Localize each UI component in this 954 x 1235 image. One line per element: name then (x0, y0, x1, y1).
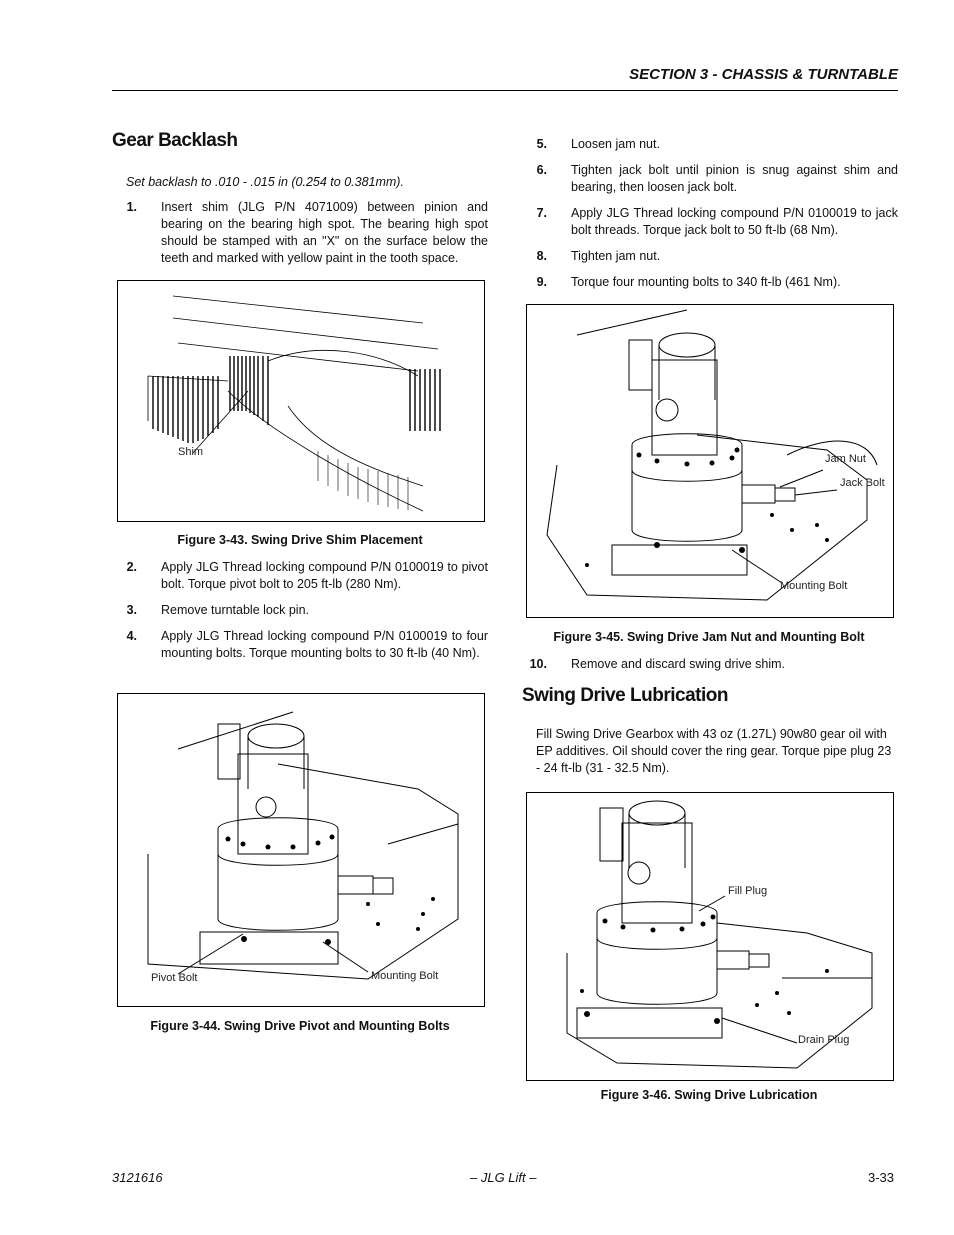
step-4 (112, 628, 488, 662)
step-1 (112, 199, 488, 267)
right-column (522, 130, 898, 291)
step-7 (522, 205, 898, 239)
section-title: SECTION 3 - CHASSIS & TURNTABLE (629, 66, 898, 83)
backlash-intro: Set backlash to .010 - .015 in (0.254 to 0.381mm). (126, 175, 404, 189)
step-9 (522, 274, 898, 291)
figure-swing-drive-shim (117, 280, 485, 522)
callout-drain-plug: Drain Plug (798, 1034, 850, 1046)
step-text: Remove and discard swing drive shim. (571, 657, 785, 671)
step-list-1 (112, 199, 488, 267)
step-number: 2. (126, 560, 137, 574)
step-text: Insert shim (JLG P/N 4071009) between pinion and bearing on the bearing high spot. The bearing high spot should be stamped with an "X" on the surface below the teeth and marked with yellow paint in the tooth space. (161, 200, 488, 265)
step-number: 7. (536, 206, 547, 220)
caption-figure-3-45: Figure 3-45. Swing Drive Jam Nut and Mounting Bolt (553, 630, 865, 644)
heading-swing-drive-lubrication: Swing Drive Lubrication (522, 685, 728, 706)
footer-page-number: 3-33 (868, 1170, 895, 1185)
pivot-mounting-illustration (118, 694, 484, 1006)
heading-gear-backlash: Gear Backlash (112, 130, 238, 151)
step-text: Apply JLG Thread locking compound P/N 0100019 to pivot bolt. Torque pivot bolt to 205 ft-lb (280 Nm). (161, 560, 488, 591)
figure-swing-drive-pivot-mounting (117, 693, 485, 1007)
step-number: 3. (126, 603, 137, 617)
figure-swing-drive-jam-nut (526, 304, 894, 618)
step-3 (112, 602, 488, 619)
step-list-10 (522, 656, 898, 673)
callout-jam-nut: Jam Nut (825, 453, 866, 465)
step-number: 5. (536, 137, 547, 151)
shim-illustration (118, 281, 484, 521)
step-number: 10. (529, 657, 547, 671)
lubrication-text: Fill Swing Drive Gearbox with 43 oz (1.27L) 90w80 gear oil with EP additives. Oil should cover the ring gear. Torque pipe plug 23 - 24 ft-lb (31 - 32.5 Nm). (536, 727, 892, 775)
step-number: 9. (536, 275, 547, 289)
step-number: 1. (126, 200, 137, 214)
step-10 (522, 656, 898, 673)
caption-figure-3-46: Figure 3-46. Swing Drive Lubrication (600, 1088, 818, 1102)
step-text: Apply JLG Thread locking compound P/N 0100019 to jack bolt threads. Torque jack bolt to 50 ft-lb (68 Nm). (571, 206, 898, 237)
page-header (112, 62, 898, 91)
callout-pivot-bolt: Pivot Bolt (151, 972, 198, 984)
callout-jack-bolt: Jack Bolt (840, 477, 885, 489)
footer-publisher: – JLG Lift – (470, 1170, 537, 1185)
step-5 (522, 136, 898, 153)
step-2 (112, 559, 488, 593)
callout-fill-plug: Fill Plug (728, 885, 768, 897)
caption-figure-3-44: Figure 3-44. Swing Drive Pivot and Mounting Bolts (150, 1019, 450, 1033)
left-column (112, 130, 488, 267)
callout-shim: Shim (178, 446, 204, 458)
step-text: Tighten jam nut. (571, 249, 661, 263)
figure-swing-drive-lubrication (526, 792, 894, 1081)
callout-mounting-bolt: Mounting Bolt (780, 580, 848, 592)
callout-mounting-bolt: Mounting Bolt (371, 970, 439, 982)
step-8 (522, 248, 898, 265)
step-text: Remove turntable lock pin. (161, 603, 309, 617)
step-text: Tighten jack bolt until pinion is snug against shim and bearing, then loosen jack bolt. (571, 163, 898, 194)
step-list-2 (112, 559, 488, 662)
step-text: Loosen jam nut. (571, 137, 660, 151)
step-text: Torque four mounting bolts to 340 ft-lb (461 Nm). (571, 275, 841, 289)
step-number: 6. (536, 163, 547, 177)
step-6 (522, 162, 898, 196)
caption-figure-3-43: Figure 3-43. Swing Drive Shim Placement (177, 533, 423, 547)
step-number: 8. (536, 249, 547, 263)
step-text: Apply JLG Thread locking compound P/N 0100019 to four mounting bolts. Torque mounting bolts to 30 ft-lb (40 Nm). (161, 629, 488, 660)
step-number: 4. (126, 629, 137, 643)
footer-doc-number: 3121616 (112, 1170, 163, 1185)
